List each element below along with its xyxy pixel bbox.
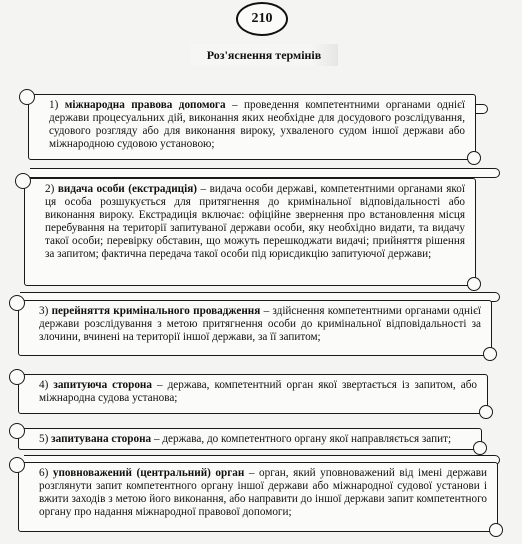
- definition-term: уповноважений (центральний) орган: [52, 467, 245, 479]
- definition-item-6: [18, 462, 498, 532]
- definition-number: 6): [39, 467, 49, 479]
- definition-text: – видача особи державі, компетентними органами якої ця особа розшукується для притягнення до кримінальної відповідальності або виконання вироку. Екстрадиція включає: офіційне звернення про встановлення місця перебування на території запитуваної держави особи, яку необхідно видати, та видачу такої особи; перевірку обставин, що можуть перешкоджати видачі; прийняття рішення за запитом; фактична передача такої особи під юрисдикцію запитуючої держави;: [45, 183, 465, 260]
- definition-number: 5): [39, 433, 49, 445]
- definition-number: 1): [49, 99, 59, 111]
- definition-text: – здійснення компетентними органами однієї держави розслідування з метою притягнення особи до кримінальної відповідальності за злочини, вчинені на території іншої держави, за її запитом;: [39, 305, 482, 343]
- definition-term: видача особи (екстрадиція): [57, 183, 197, 195]
- definition-term: запитувана сторона: [51, 433, 152, 445]
- page-number: [236, 2, 288, 36]
- definition-number: 4): [39, 379, 49, 391]
- page-title-text: Роз'яснення термінів: [206, 47, 322, 62]
- definition-item-3: [18, 300, 492, 356]
- definition-term: запитуюча сторона: [53, 379, 152, 391]
- page-number-text: 210: [251, 11, 273, 26]
- definition-term: міжнародна правова допомога: [64, 99, 226, 111]
- definition-item-2: [24, 178, 476, 286]
- definition-item-1: [28, 94, 476, 160]
- definition-item-5: [18, 428, 482, 450]
- scroll-curl: [30, 168, 500, 178]
- definition-number: 2): [45, 183, 55, 195]
- definition-text: – держава, компетентний орган якої звертається із запитом, або міжнародна судова установа;: [39, 379, 477, 404]
- definition-number: 3): [39, 305, 49, 317]
- definition-text: – держава, до компетентного органу якої направляється запит;: [151, 433, 452, 445]
- definition-item-4: [18, 374, 488, 414]
- page-title: [190, 44, 338, 66]
- definition-term: перейняття кримінального провадження: [51, 305, 261, 317]
- definition-text: – проведення компетентними органами однієї держави процесуальних дій, виконання яких необхідне для досудового розслідування, судового розгляду або для виконання вироку, ухваленого судом іншої держави або міжнародною судовою установою;: [49, 99, 465, 150]
- definition-text: – орган, який уповноважений від імені держави розглянути запит компетентного органу іншої держави або міжнародної судової установи і вжити заходів з метою його виконання, або направити до іншої держави запит компетентного органу про надання міжнародної правової допомоги;: [39, 467, 487, 518]
